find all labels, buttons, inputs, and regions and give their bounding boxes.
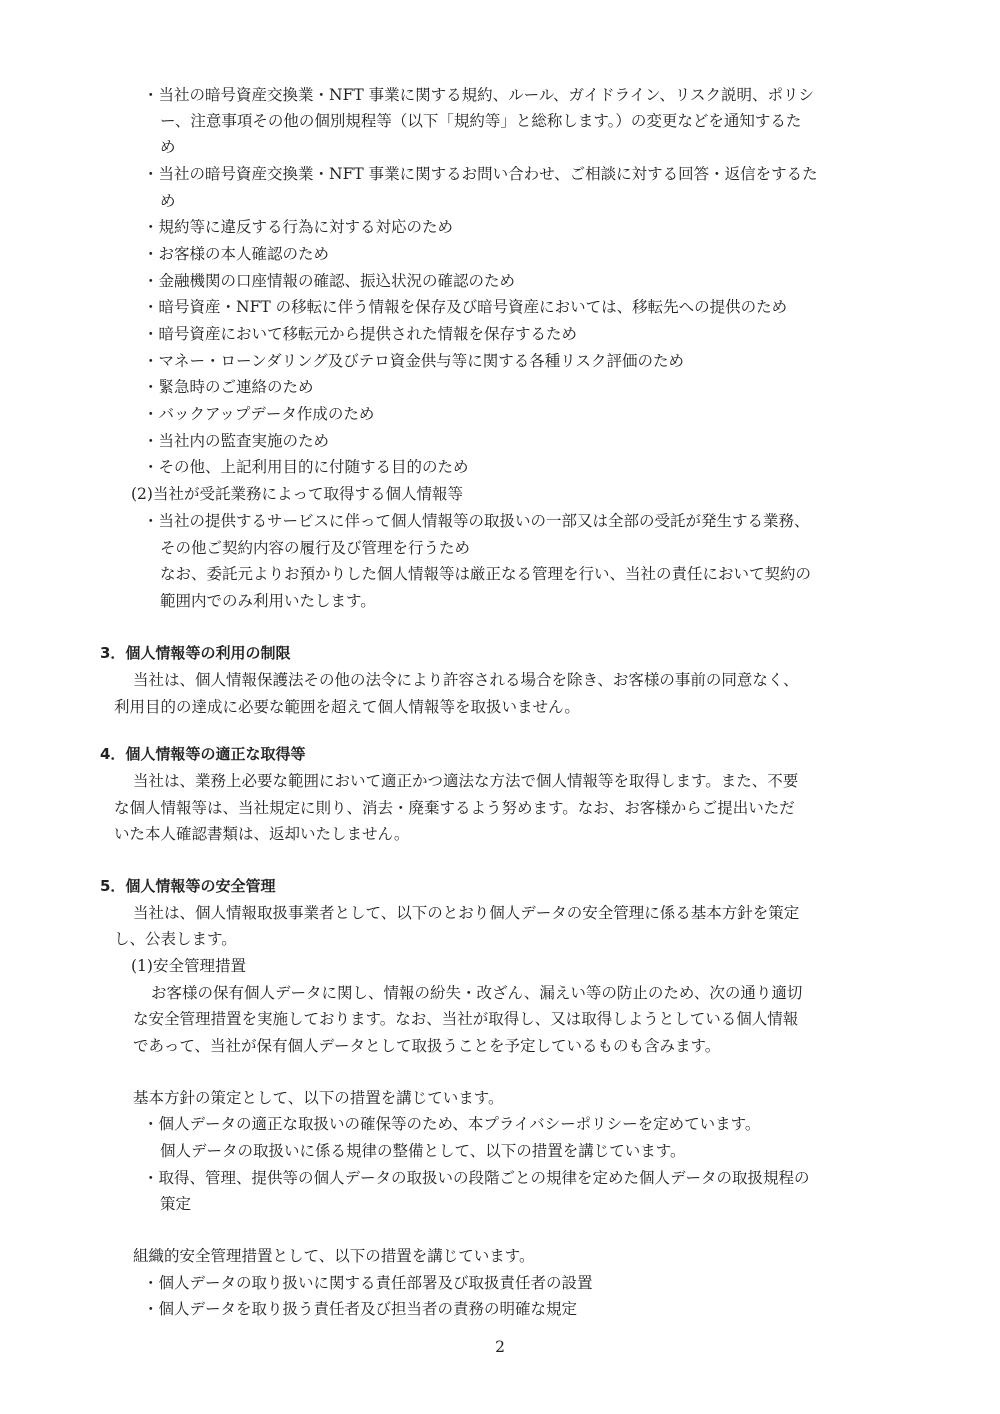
- list-item: ・金融機関の口座情報の確認、振込状況の確認のため: [143, 272, 516, 290]
- paragraph-line: し、公表します。: [114, 930, 237, 948]
- section-heading: 3．個人情報等の利用の制限: [100, 644, 291, 662]
- section-heading: 4．個人情報等の適正な取得等: [100, 745, 306, 763]
- list-item: ・マネー・ローンダリング及びテロ資金供与等に関する各種リスク評価のため: [143, 352, 684, 370]
- list-item: ・個人データの適正な取扱いの確保等のため、本プライバシーポリシーを定めています。: [143, 1115, 761, 1133]
- paragraph-line: 基本方針の策定として、以下の措置を講じています。: [133, 1089, 504, 1107]
- list-item: ・当社の提供するサービスに伴って個人情報等の取扱いの一部又は全部の受託が発生する業務、: [143, 512, 810, 530]
- paragraph-line: いた本人確認書類は、返却いたしません。: [114, 825, 410, 843]
- list-item: ・個人データを取り扱う責任者及び担当者の責務の明確な規定: [143, 1300, 578, 1318]
- list-item: ・規約等に違反する行為に対する対応のため: [143, 218, 454, 236]
- list-item: ・当社の暗号資産交換業・NFT 事業に関するお問い合わせ、ご相談に対する回答・返信をするた: [143, 165, 818, 183]
- paragraph-line: 当社は、業務上必要な範囲において適正かつ適法な方法で個人情報等を取得します。また、不要: [133, 772, 799, 790]
- list-item: ・暗号資産・NFT の移転に伴う情報を保存及び暗号資産においては、移転先への提供のため: [143, 298, 788, 316]
- paragraph-line: 利用目的の達成に必要な範囲を超えて個人情報等を取扱いません。: [114, 698, 580, 716]
- section-heading: 5．個人情報等の安全管理: [100, 877, 276, 895]
- list-item-continuation: 個人データの取扱いに係る規律の整備として、以下の措置を講じています。: [160, 1142, 686, 1160]
- list-item: ・当社の暗号資産交換業・NFT 事業に関する規約、ルール、ガイドライン、リスク説明、ポリシ: [143, 86, 815, 104]
- list-item-continuation: め: [160, 192, 176, 210]
- list-item: ・緊急時のご連絡のため: [143, 378, 314, 396]
- list-item: ・その他、上記利用目的に付随する目的のため: [143, 458, 469, 476]
- list-item-continuation: ー、注意事項その他の個別規程等（以下「規約等」と総称します。）の変更などを通知するた: [160, 112, 802, 130]
- paragraph-line: 組織的安全管理措置として、以下の措置を講じています。: [133, 1247, 535, 1265]
- list-item: ・お客様の本人確認のため: [143, 245, 330, 263]
- subsection-heading: (2)当社が受託業務によって取得する個人情報等: [131, 485, 463, 503]
- list-item-continuation: その他ご契約内容の履行及び管理を行うため: [160, 539, 471, 557]
- list-item: ・暗号資産において移転元から提供された情報を保存するため: [143, 325, 578, 343]
- paragraph-line: であって、当社が保有個人データとして取扱うことを予定しているものも含みます。: [133, 1037, 721, 1055]
- paragraph-line: な個人情報等は、当社規定に則り、消去・廃棄するよう努めます。なお、お客様からご提出いただ: [114, 799, 795, 817]
- paragraph-line: な安全管理措置を実施しております。なお、当社が取得し、又は取得しようとしている個人情報: [133, 1010, 799, 1028]
- list-item: ・個人データの取り扱いに関する責任部署及び取扱責任者の設置: [143, 1274, 593, 1292]
- list-item: ・取得、管理、提供等の個人データの取扱いの段階ごとの規律を定めた個人データの取扱規程の: [143, 1169, 810, 1187]
- subsection-heading: (1)安全管理措置: [131, 957, 246, 975]
- paragraph-line: 当社は、個人情報保護法その他の法令により許容される場合を除き、お客様の事前の同意なく、: [133, 671, 799, 689]
- list-item: ・当社内の監査実施のため: [143, 432, 330, 450]
- list-item-continuation: 範囲内でのみ利用いたします。: [160, 592, 376, 610]
- paragraph-line: お客様の保有個人データに関し、情報の紛失・改ざん、漏えい等の防止のため、次の通り適切: [151, 984, 803, 1002]
- list-item-continuation: め: [160, 138, 176, 156]
- list-item-continuation: なお、委託元よりお預かりした個人情報等は厳正なる管理を行い、当社の責任において契約の: [160, 565, 812, 583]
- list-item-continuation: 策定: [160, 1195, 192, 1213]
- list-item: ・バックアップデータ作成のため: [143, 405, 375, 423]
- page-number: 2: [495, 1338, 505, 1356]
- paragraph-line: 当社は、個人情報取扱事業者として、以下のとおり個人データの安全管理に係る基本方針を策定: [133, 904, 800, 922]
